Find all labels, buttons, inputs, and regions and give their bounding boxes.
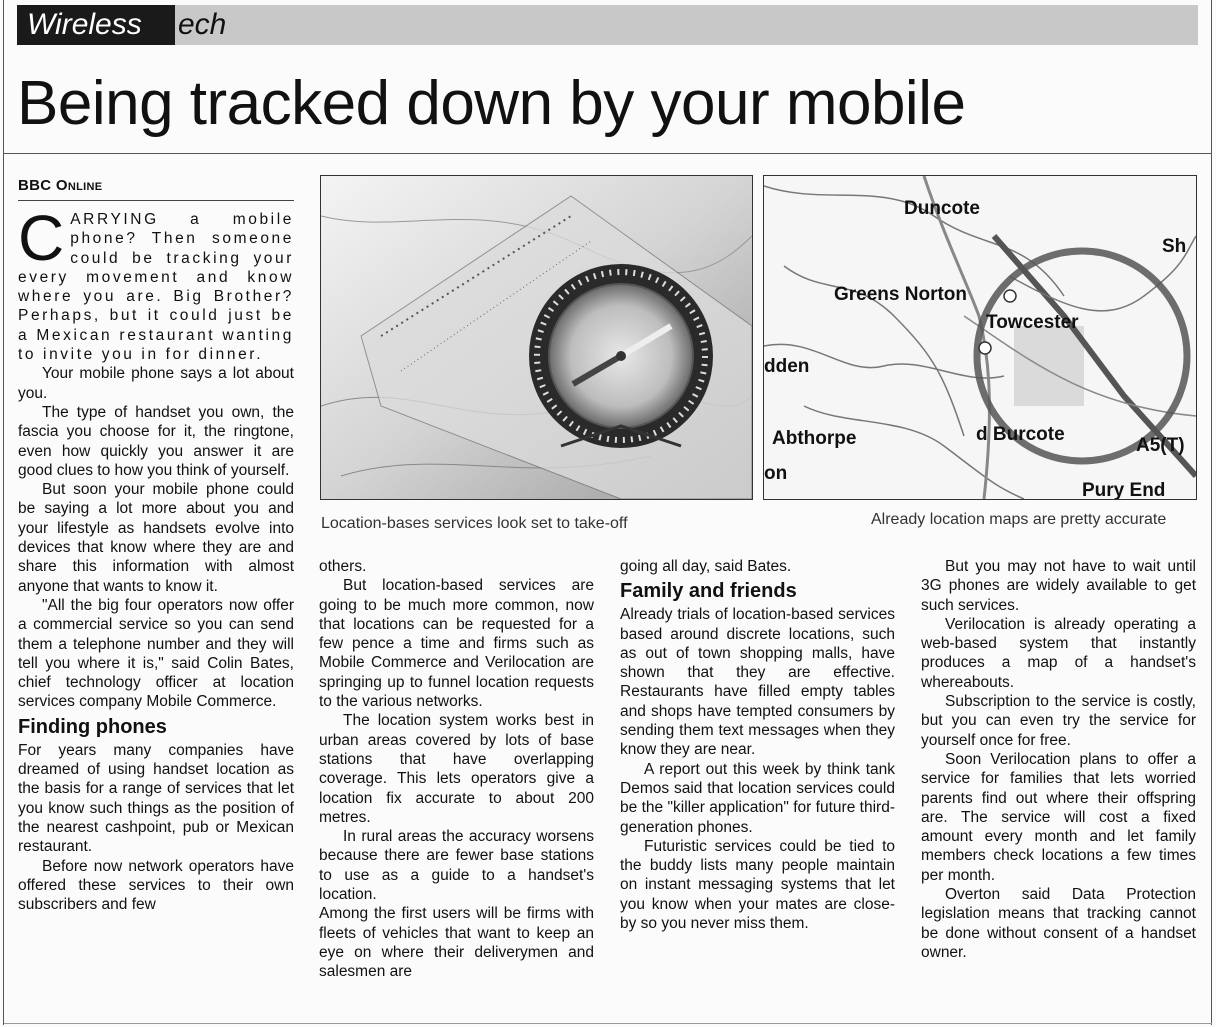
map-label-greens-norton: Greens Norton bbox=[834, 284, 968, 305]
paragraph: Already trials of location-based services based around discrete locations, such as out of town shopping malls, have shown that they are effective. Restaurants have filled empty tables and shops have tempted consumers by sending them text messages when they know they are near. bbox=[620, 606, 895, 759]
location-map bbox=[763, 175, 1197, 500]
paragraph: But location-based services are going to be much more common, now that locations can be requested for a few pence a time and firms such as Mobile Commerce and Verilocation are springing up to funnel location requests to the various networks. bbox=[319, 577, 594, 711]
drop-cap: C bbox=[18, 202, 65, 274]
map-label-a5: A5(T) bbox=[1136, 435, 1185, 456]
map-label-sh: Sh bbox=[1162, 236, 1187, 257]
location-map-caption: Already location maps are pretty accurate bbox=[871, 511, 1167, 528]
paragraph: But you may not have to wait until 3G phones are widely available to get such services. bbox=[921, 558, 1196, 614]
headline: Being tracked down by your mobile bbox=[17, 69, 966, 138]
paragraph: In rural areas the accuracy worsens because there are fewer base stations to use as a guide to a handset's location. bbox=[319, 828, 594, 904]
article-column-3 bbox=[620, 557, 895, 933]
map-label-abthorpe: Abthorpe bbox=[772, 428, 857, 449]
paragraph: Subscription to the service is costly, but you can even try the service for yourself once for free. bbox=[921, 693, 1196, 749]
paragraph: But soon your mobile phone could be saying a lot more about you and your lifestyle as handsets evolve into devices that know where they are and share this information with almost anyone that wants to know it. bbox=[18, 481, 294, 595]
section-tag-rest: ech bbox=[178, 8, 227, 41]
map-label-burcote: d Burcote bbox=[976, 424, 1065, 445]
paragraph: others. bbox=[319, 558, 367, 575]
headline-divider bbox=[4, 153, 1212, 154]
map-label-dden: dden bbox=[764, 356, 810, 377]
paragraph: Before now network operators have offered these services to their own subscribers and few bbox=[18, 857, 294, 914]
map-illustration bbox=[764, 176, 1196, 499]
map-label-duncote: Duncote bbox=[904, 198, 980, 219]
paragraph: Futuristic services could be tied to the buddy lists many people maintain on instant messaging systems that let you know when your mates are close-by so you never miss them. bbox=[620, 837, 895, 933]
paragraph: "All the big four operators now offer a commercial service so you can send them a telephone number and they will tell you where it is," said Colin Bates, chief technology officer at location services company Mobile Commerce. bbox=[18, 596, 294, 711]
map-label-pury-end: Pury End bbox=[1082, 480, 1166, 499]
paragraph: Overton said Data Protection legislation means that tracking cannot be done without consent of a handset owner. bbox=[921, 886, 1196, 961]
paragraph: Soon Verilocation plans to offer a service for families that lets worried parents find out where their offspring are. The service will cost a fixed amount every month and let family members check locations a few times per month. bbox=[921, 750, 1196, 884]
section-tag: Wireless bbox=[17, 5, 175, 45]
article-column-4 bbox=[921, 557, 1196, 962]
article-column-1 bbox=[18, 202, 294, 914]
byline: BBC Online bbox=[18, 177, 103, 194]
paragraph: Verilocation is already operating a web-based system that instantly produces a map of a handset's whereabouts. bbox=[921, 615, 1196, 691]
lead-paragraph: CARRYING a mobile phone? Then someone could be tracking your every movement and know where you are. Big Brother? Perhaps, but it could just be a Mexican restaurant wanting to invite you in for dinner. bbox=[18, 202, 294, 364]
paragraph: A report out this week by think tank Demos said that location services could be the "killer application" for future third-generation phones. bbox=[620, 760, 895, 836]
article-column-2 bbox=[319, 557, 594, 982]
paragraph: going all day, said Bates. bbox=[620, 558, 792, 575]
paragraph: For years many companies have dreamed of using handset location as the basis for a range of services that let you know such things as the position of the nearest cashpoint, pub or Mexican restaurant. bbox=[18, 741, 294, 856]
subheading-family-and-friends: Family and friends bbox=[620, 580, 797, 603]
byline-divider bbox=[18, 200, 294, 201]
paragraph: Among the first users will be firms with fleets of vehicles that want to keep an eye on where their deliverymen and salesmen are bbox=[319, 905, 594, 981]
subheading-finding-phones: Finding phones bbox=[18, 715, 167, 738]
map-label-towcester: Towcester bbox=[986, 312, 1079, 333]
map-label-on: on bbox=[764, 463, 788, 484]
paragraph: The type of handset you own, the fascia you choose for it, the ringtone, even how quickly you answer it are good clues to how you think of yourself. bbox=[18, 403, 294, 479]
footer-divider bbox=[4, 1023, 1212, 1024]
compass-photo bbox=[320, 175, 753, 500]
compass-illustration bbox=[321, 176, 752, 499]
paragraph: The location system works best in urban areas covered by lots of base stations that have overlapping coverage. This lets operators give a location fix accurate to about 200 metres. bbox=[319, 712, 594, 826]
paragraph: Your mobile phone says a lot about you. bbox=[18, 365, 294, 402]
compass-photo-caption: Location-bases services look set to take-off bbox=[321, 515, 628, 532]
